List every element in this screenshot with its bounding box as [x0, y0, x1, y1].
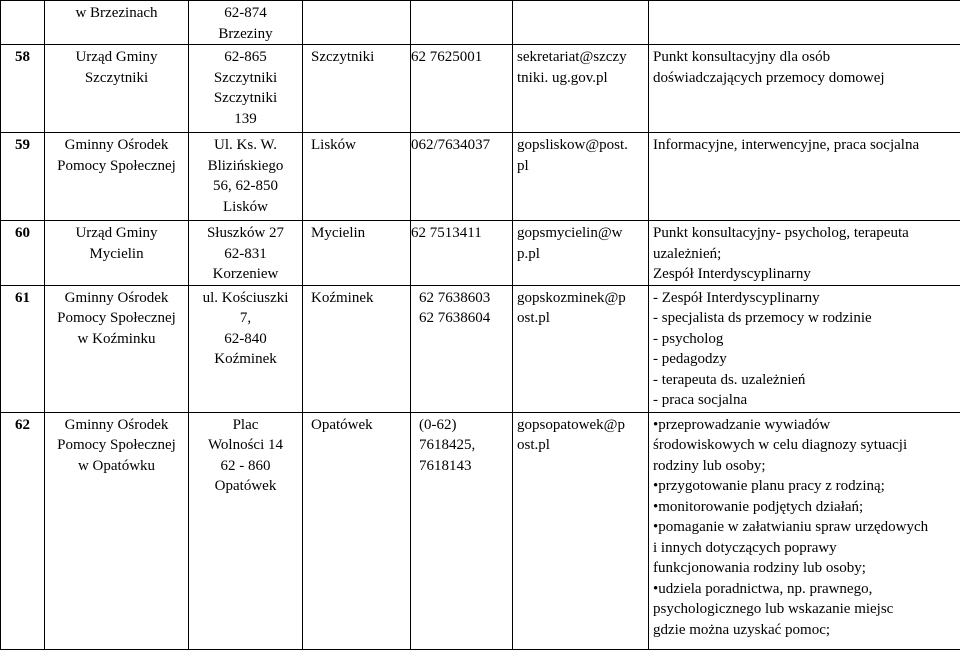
row-number-cell: 59: [1, 133, 45, 221]
phone-line: 62 7638603: [419, 288, 512, 309]
address-line: 62-865: [189, 47, 302, 68]
table-row: [1, 133, 960, 221]
phone-cell: [411, 221, 513, 286]
institution-name-cell: [45, 45, 189, 133]
institution-name-cell: [45, 221, 189, 286]
description-line: funkcjonowania rodziny lub osoby;: [653, 558, 960, 579]
address-line: 62-874: [189, 3, 302, 24]
institution-name-line: w Brzezinach: [45, 3, 188, 24]
description-line: •przygotowanie planu pracy z rodziną;: [653, 476, 960, 497]
description-line: gdzie można uzyskać pomoc;: [653, 620, 960, 641]
address-cell: [189, 45, 303, 133]
description-line: Punkt konsultacyjny dla osób: [653, 47, 960, 68]
city-cell: Mycielin: [303, 221, 411, 286]
address-line: 62-831: [189, 244, 302, 265]
phone-cell: [411, 1, 513, 45]
email-cell: [513, 285, 649, 412]
address-line: Wolności 14: [189, 435, 302, 456]
address-line: Blizińskiego: [189, 156, 302, 177]
phone-line: 62 7625001: [411, 47, 512, 68]
description-line: •przeprowadzanie wywiadów: [653, 415, 960, 436]
description-line: •pomaganie w załatwianiu spraw urzędowych: [653, 517, 960, 538]
phone-line: 7618425,: [419, 435, 512, 456]
description-cell: [649, 285, 960, 412]
row-number-cell: 60: [1, 221, 45, 286]
description-line: doświadczających przemocy domowej: [653, 68, 960, 89]
table-row: [1, 285, 960, 412]
description-line: psychologicznego lub wskazanie miejsc: [653, 599, 960, 620]
address-line: Ul. Ks. W.: [189, 135, 302, 156]
address-line: 7,: [189, 308, 302, 329]
institution-name-line: w Koźminku: [45, 329, 188, 350]
address-cell: [189, 412, 303, 649]
description-cell: [649, 221, 960, 286]
city-cell: Szczytniki: [303, 45, 411, 133]
email-line: p.pl: [517, 244, 648, 265]
address-line: Koźminek: [189, 349, 302, 370]
address-cell: [189, 1, 303, 45]
email-line: gopsopatowek@p: [517, 415, 648, 436]
description-line: - terapeuta ds. uzależnień: [653, 370, 960, 391]
city-cell: Lisków: [303, 133, 411, 221]
institution-name-line: Pomocy Społecznej: [45, 435, 188, 456]
institution-name-cell: [45, 412, 189, 649]
description-cell: [649, 1, 960, 45]
phone-line: 62 7638604: [419, 308, 512, 329]
institution-name-line: Pomocy Społecznej: [45, 156, 188, 177]
phone-line: 062/7634037: [411, 135, 512, 156]
institution-name-cell: [45, 133, 189, 221]
phone-cell: [411, 412, 513, 649]
address-line: Szczytniki: [189, 68, 302, 89]
institution-name-line: Gminny Ośrodek: [45, 415, 188, 436]
phone-line: 7618143: [419, 456, 512, 477]
address-line: Korzeniew: [189, 264, 302, 285]
address-cell: [189, 133, 303, 221]
email-cell: [513, 221, 649, 286]
email-line: ost.pl: [517, 435, 648, 456]
description-cell: [649, 412, 960, 649]
address-line: Szczytniki: [189, 88, 302, 109]
description-line: •udziela poradnictwa, np. prawnego,: [653, 579, 960, 600]
institution-name-cell: [45, 285, 189, 412]
table-row: [1, 412, 960, 649]
institution-name-line: w Opatówku: [45, 456, 188, 477]
institution-name-line: Pomocy Społecznej: [45, 308, 188, 329]
description-line: Punkt konsultacyjny- psycholog, terapeuta: [653, 223, 960, 244]
address-line: ul. Kościuszki: [189, 288, 302, 309]
phone-line: 62 7513411: [411, 223, 512, 244]
institution-name-line: Urząd Gminy: [45, 223, 188, 244]
institution-name-cell: [45, 1, 189, 45]
address-line: Brzeziny: [189, 24, 302, 45]
description-line: - pedagodzy: [653, 349, 960, 370]
description-cell: [649, 133, 960, 221]
description-line: rodziny lub osoby;: [653, 456, 960, 477]
institution-name-line: Urząd Gminy: [45, 47, 188, 68]
institution-name-line: Mycielin: [45, 244, 188, 265]
city-cell: [303, 1, 411, 45]
table-row: [1, 221, 960, 286]
description-line: Zespół Interdyscyplinarny: [653, 264, 960, 285]
address-line: Słuszków 27: [189, 223, 302, 244]
email-line: ost.pl: [517, 308, 648, 329]
institution-name-line: Szczytniki: [45, 68, 188, 89]
table-row: [1, 45, 960, 133]
phone-cell: [411, 285, 513, 412]
institution-name-line: Gminny Ośrodek: [45, 288, 188, 309]
email-cell: [513, 45, 649, 133]
phone-line: (0-62): [419, 415, 512, 436]
phone-cell: [411, 45, 513, 133]
address-line: 62-840: [189, 329, 302, 350]
row-number-cell: 61: [1, 285, 45, 412]
email-line: tniki. ug.gov.pl: [517, 68, 648, 89]
description-line: środowiskowych w celu diagnozy sytuacji: [653, 435, 960, 456]
email-line: gopsliskow@post.: [517, 135, 648, 156]
description-line: Informacyjne, interwencyjne, praca socjalna: [653, 135, 960, 156]
email-line: sekretariat@szczy: [517, 47, 648, 68]
city-cell: Koźminek: [303, 285, 411, 412]
row-number-cell: 62: [1, 412, 45, 649]
address-line: 62 - 860: [189, 456, 302, 477]
address-line: Lisków: [189, 197, 302, 218]
email-line: gopsmycielin@w: [517, 223, 648, 244]
address-line: Plac: [189, 415, 302, 436]
description-line: i innych dotyczących poprawy: [653, 538, 960, 559]
institution-name-line: Gminny Ośrodek: [45, 135, 188, 156]
email-cell: [513, 412, 649, 649]
email-line: gopskozminek@p: [517, 288, 648, 309]
description-line: - psycholog: [653, 329, 960, 350]
description-line: - Zespół Interdyscyplinarny: [653, 288, 960, 309]
city-cell: Opatówek: [303, 412, 411, 649]
description-line: - praca socjalna: [653, 390, 960, 411]
address-line: 139: [189, 109, 302, 130]
address-cell: [189, 285, 303, 412]
row-number-cell: 58: [1, 45, 45, 133]
row-number-cell: [1, 1, 45, 45]
table-body: [1, 1, 960, 650]
email-line: pl: [517, 156, 648, 177]
description-line: uzależnień;: [653, 244, 960, 265]
description-cell: [649, 45, 960, 133]
description-line: •monitorowanie podjętych działań;: [653, 497, 960, 518]
address-cell: [189, 221, 303, 286]
email-cell: [513, 1, 649, 45]
phone-cell: [411, 133, 513, 221]
address-line: 56, 62-850: [189, 176, 302, 197]
email-cell: [513, 133, 649, 221]
address-line: Opatówek: [189, 476, 302, 497]
table-row: [1, 1, 960, 45]
description-line: - specjalista ds przemocy w rodzinie: [653, 308, 960, 329]
